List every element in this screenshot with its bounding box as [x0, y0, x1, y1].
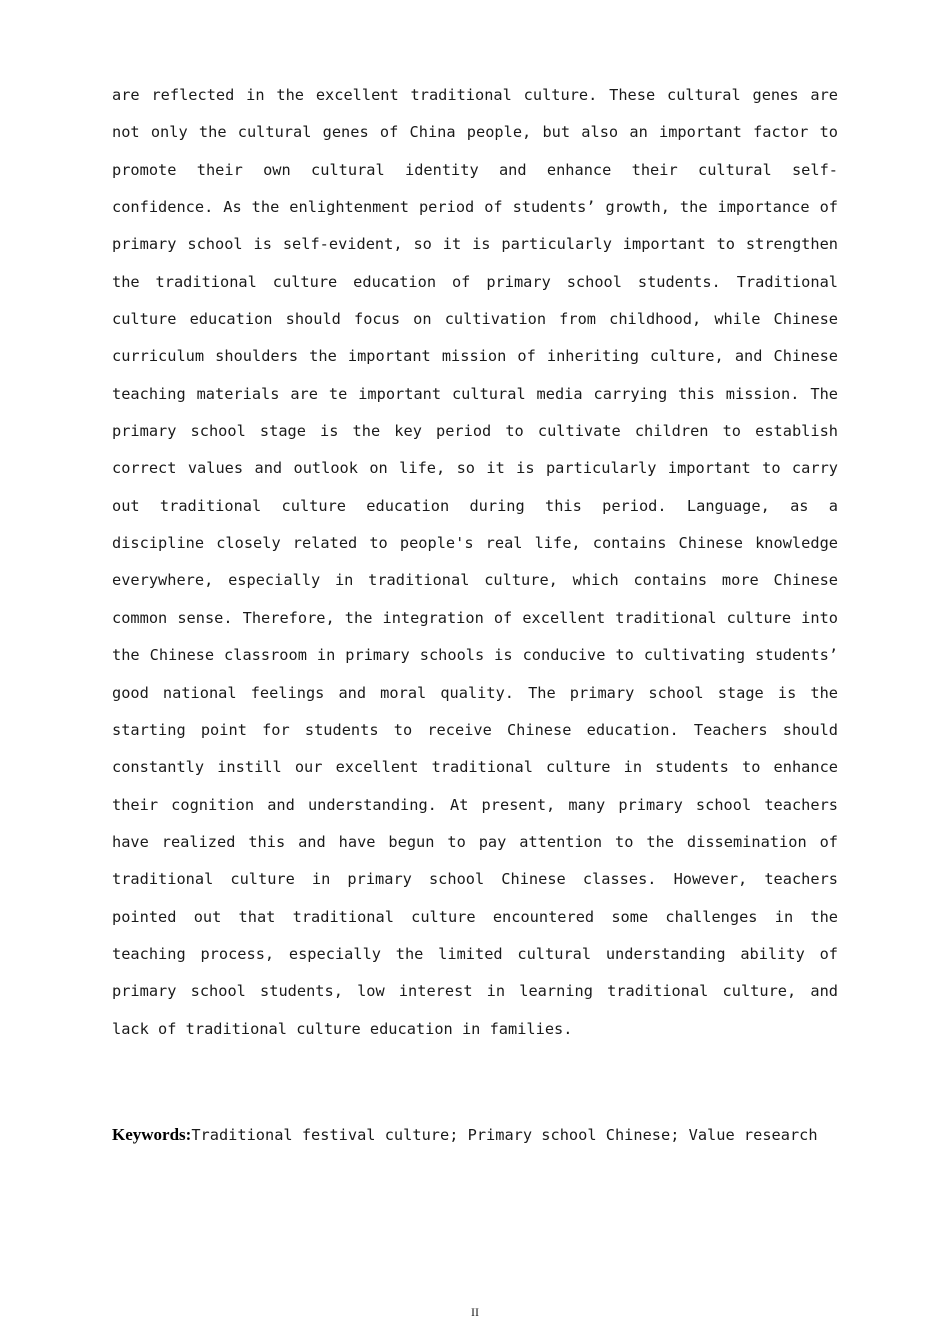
- keywords-line: [112, 1116, 838, 1154]
- page-number: II: [471, 1305, 479, 1319]
- keywords-label: Keywords:: [112, 1125, 192, 1144]
- keywords-text: Traditional festival culture; Primary school Chinese; Value research: [191, 1126, 818, 1144]
- abstract-body-paragraph: are reflected in the excellent traditional culture. These cultural genes are not only the cultural genes of China people, but also an important factor to promote their own cultural identity and enhance their cultural self-confidence. As the enlightenment period of students’ growth, the importance of primary school is self-evident, so it is particularly important to strengthen the traditional culture education of primary school students. Traditional culture education should focus on cultivation from childhood, while Chinese curriculum shoulders the important mission of inheriting culture, and Chinese teaching materials are te important cultural media carrying this mission. The primary school stage is the key period to cultivate children to establish correct values and outlook on life, so it is particularly important to carry out traditional culture education during this period. Language, as a discipline closely related to people's real life, contains Chinese knowledge everywhere, especially in traditional culture, which contains more Chinese common sense. Therefore, the integration of excellent traditional culture into the Chinese classroom in primary schools is conducive to cultivating students’ good national feelings and moral quality. The primary school stage is the starting point for students to receive Chinese education. Teachers should constantly instill our excellent traditional culture in students to enhance their cognition and understanding. At present, many primary school teachers have realized this and have begun to pay attention to the dissemination of traditional culture in primary school Chinese classes. However, teachers pointed out that traditional culture encountered some challenges in the teaching process, especially the limited cultural understanding ability of primary school students, low interest in learning traditional culture, and lack of traditional culture education in families.: [112, 86, 838, 1038]
